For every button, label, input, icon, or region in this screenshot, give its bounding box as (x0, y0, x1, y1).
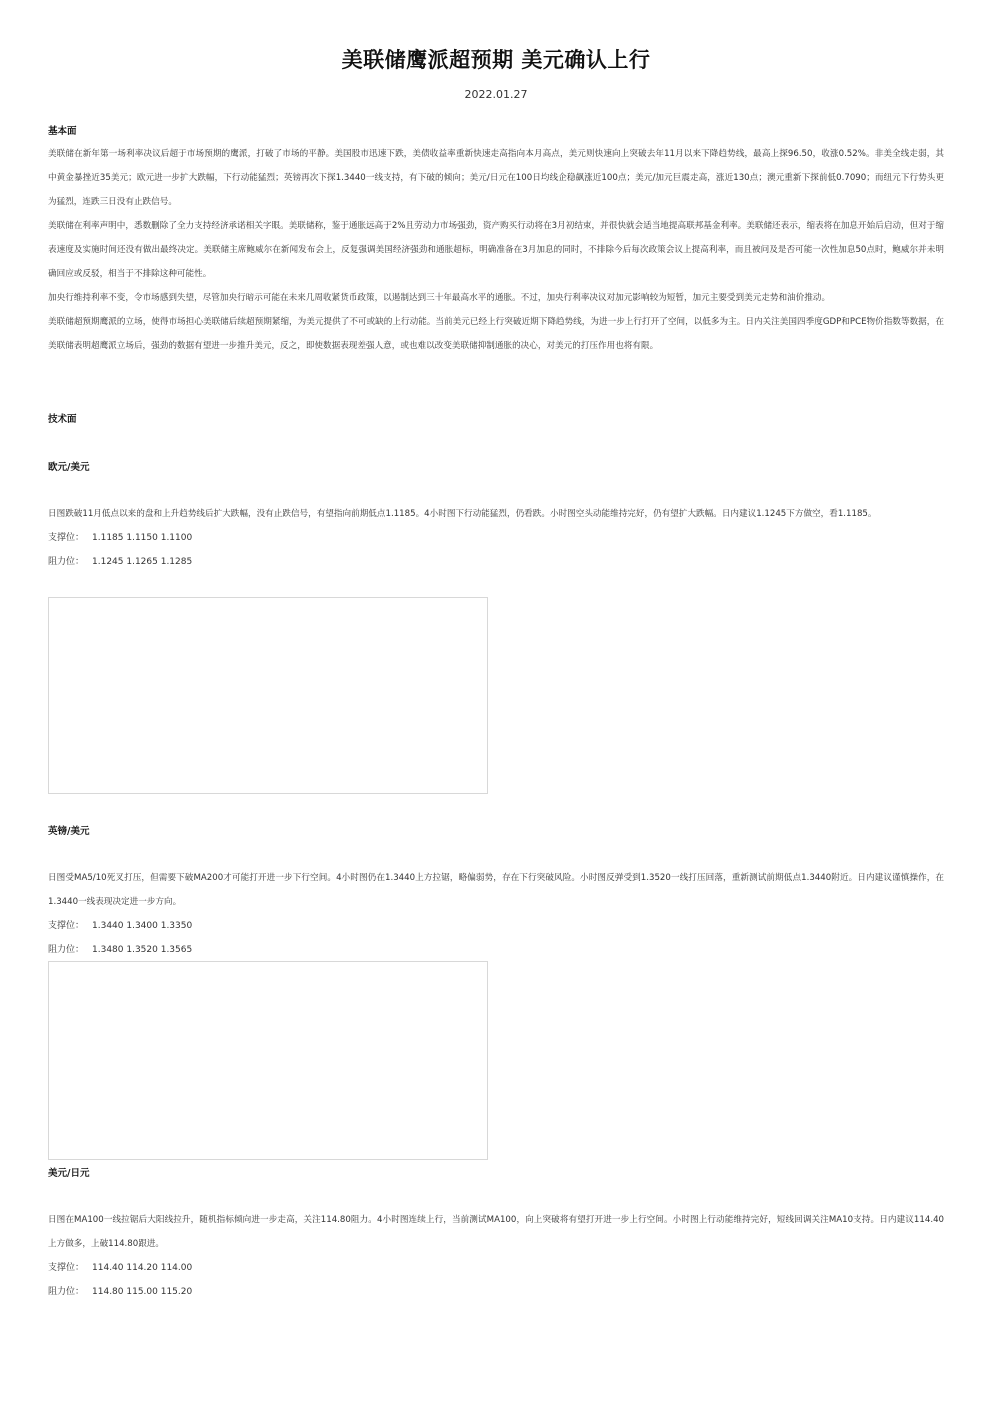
gbpusd-analysis (48, 866, 944, 962)
support-label: 支撑位： (48, 1263, 85, 1273)
eurusd-heading (48, 459, 944, 473)
fundamentals-heading (48, 123, 944, 137)
eurusd-analysis (48, 502, 944, 574)
pair-analysis: 日图跌破11月低点以来的盘和上升趋势线后扩大跌幅，没有止跌信号，有望指向前期低点1.1185。4小时图下行动能猛烈，仍看跌。小时图空头动能维持完好，仍有望扩大跌幅。日内建议1.1245下方做空，看1.1185。 (48, 509, 877, 519)
fundamentals-body (48, 142, 944, 358)
resistance-values: 1.1245 1.1265 1.1285 (92, 557, 193, 567)
support-label: 支撑位： (48, 921, 85, 931)
publish-date: 2022.01.27 (464, 88, 528, 101)
gbpusd-heading (48, 823, 944, 837)
technicals-heading (48, 411, 944, 425)
support-values: 114.40 114.20 114.00 (92, 1263, 193, 1273)
pair-name: 欧元/美元 (48, 462, 90, 473)
resistance-values: 114.80 115.00 115.20 (92, 1287, 193, 1297)
support-label: 支撑位： (48, 533, 85, 543)
resistance-label: 阻力位： (48, 557, 85, 567)
pair-analysis: 日图受MA5/10死叉打压，但需要下破MA200才可能打开进一步下行空间。4小时图仍在1.3440上方拉锯，略偏弱势，存在下行突破风险。小时图反弹受到1.3520一线打压回落，重新测试前期低点1.3440附近。日内建议谨慎操作，在1.3440一线表现决定进一步方向。 (48, 873, 944, 907)
support-values: 1.1185 1.1150 1.1100 (92, 533, 193, 543)
section-heading: 基本面 (48, 126, 77, 137)
pair-analysis: 日图在MA100一线拉锯后大阳线拉升，随机指标倾向进一步走高，关注114.80阻力。4小时图连续上行，当前测试MA100，向上突破将有望打开进一步上行空间。小时图上行动能维持完好，短线回调关注MA10支持。日内建议114.40上方做多，上破114.80跟进。 (48, 1215, 944, 1249)
usdjpy-heading (48, 1165, 944, 1179)
resistance-values: 1.3480 1.3520 1.3565 (92, 945, 193, 955)
support-levels (48, 1256, 944, 1280)
resistance-label: 阻力位： (48, 945, 85, 955)
resistance-levels (48, 938, 944, 962)
section-heading: 技术面 (48, 414, 77, 425)
pair-name: 英镑/美元 (48, 826, 90, 837)
fundamentals-paragraph-2: 美联储在利率声明中，悉数删除了全力支持经济承诺相关字眼。美联储称，鉴于通胀远高于2%且劳动力市场强劲，资产购买行动将在3月初结束，并很快就会适当地提高联邦基金利率。美联储还表示，缩表将在加息开始后启动，但对于缩表速度及实施时间还没有做出最终决定。美联储主席鲍威尔在新闻发布会上，反复强调美国经济强劲和通胀超标，明确准备在3月加息的同时，不排除今后每次政策会议上提高利率，而且被问及是否可能一次性加息50点时，鲍威尔并未明确回应或反驳，相当于不排除这种可能性。 (48, 221, 944, 279)
usdjpy-analysis (48, 1208, 944, 1304)
resistance-levels (48, 1280, 944, 1304)
resistance-levels (48, 550, 944, 574)
resistance-label: 阻力位： (48, 1287, 85, 1297)
fundamentals-paragraph-1: 美联储在新年第一场利率决议后超于市场预期的鹰派，打破了市场的平静。美国股市迅速下跌，美债收益率重新快速走高指向本月高点，美元则快速向上突破去年11月以来下降趋势线，最高上探96.50，收涨0.52%。非美全线走弱，其中黄金暴挫近35美元；欧元进一步扩大跌幅，下行动能猛烈；英镑再次下探1.3440一线支持，有下破的倾向；美元/日元在100日均线企稳飙涨近100点；美元/加元巨震走高，涨近130点；澳元重新下探前低0.7090；而纽元下行势头更为猛烈，连跌三日没有止跌信号。 (48, 149, 944, 207)
fundamentals-paragraph-4: 美联储超预期鹰派的立场，使得市场担心美联储后续超预期紧缩，为美元提供了不可或缺的上行动能。当前美元已经上行突破近期下降趋势线，为进一步上行打开了空间，以低多为主。日内关注美国四季度GDP和PCE物价指数等数据，在美联储表明超鹰派立场后，强劲的数据有望进一步推升美元，反之，即使数据表现差强人意，或也难以改变美联储抑制通胀的决心，对美元的打压作用也将有限。 (48, 317, 944, 351)
pair-name: 美元/日元 (48, 1168, 90, 1179)
support-levels (48, 914, 944, 938)
gbpusd-chart-placeholder (48, 961, 488, 1160)
eurusd-chart-placeholder (48, 597, 488, 794)
support-levels (48, 526, 944, 550)
fundamentals-paragraph-3: 加央行维持利率不变，令市场感到失望，尽管加央行暗示可能在未来几周收紧货币政策，以遏制达到三十年最高水平的通胀。不过，加央行利率决议对加元影响较为短暂，加元主要受到美元走势和油价推动。 (48, 293, 831, 303)
page-title: 美联储鹰派超预期 美元确认上行 (341, 48, 651, 72)
support-values: 1.3440 1.3400 1.3350 (92, 921, 193, 931)
